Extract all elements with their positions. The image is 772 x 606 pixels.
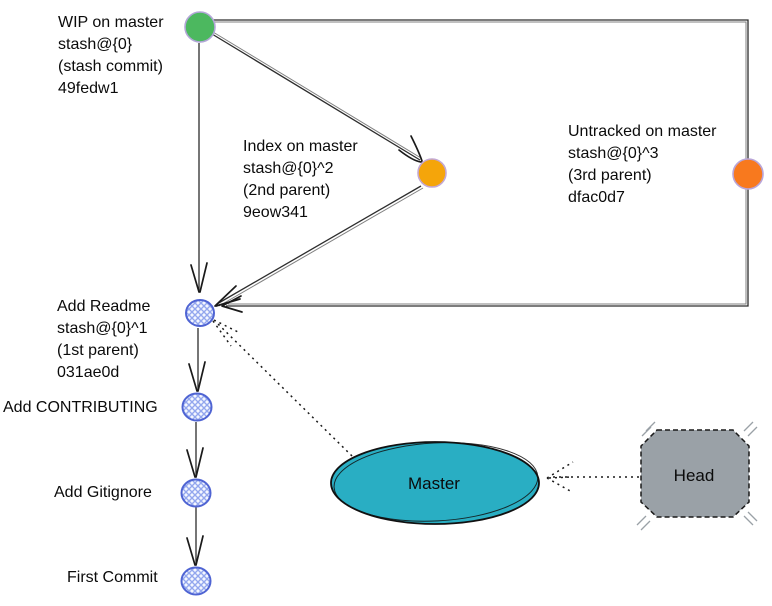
edge-line-dotted xyxy=(215,321,352,456)
edge-readme-to-contributing xyxy=(189,328,205,391)
arrowhead-down xyxy=(189,362,205,391)
commit-node-contributing xyxy=(183,394,212,421)
edge-stash-to-readme-vertical xyxy=(191,43,207,292)
commit-label-line: (2nd parent) xyxy=(243,182,331,199)
commit-label-line: dfac0d7 xyxy=(568,189,625,206)
commit-node-untracked xyxy=(733,159,763,189)
arrowhead-dotted xyxy=(213,320,238,346)
ref-label-master: Master xyxy=(408,474,460,493)
commit-label-readme xyxy=(57,298,150,381)
arrowhead-down xyxy=(187,536,203,565)
commit-label-line: stash@{0}^2 xyxy=(243,160,334,177)
arrowhead-down xyxy=(187,448,203,477)
commit-label-stash xyxy=(58,14,164,97)
commit-node-gitignore xyxy=(182,480,211,507)
commit-label-line: Add Readme xyxy=(57,298,151,315)
commit-node-index xyxy=(418,159,446,187)
commit-node-first xyxy=(182,568,211,595)
commit-label-line: Untracked on master xyxy=(568,123,717,140)
commit-node-stash xyxy=(185,12,215,42)
edge-head-to-master-dotted xyxy=(547,462,639,492)
commit-label-untracked xyxy=(568,123,717,206)
commit-label-line: WIP on master xyxy=(58,14,164,31)
commit-label-line: 031ae0d xyxy=(57,364,120,381)
commit-label-index xyxy=(243,138,358,221)
commit-label-line: (3rd parent) xyxy=(568,167,652,184)
commit-label-line: 9eow341 xyxy=(243,204,308,221)
ref-node-head xyxy=(637,422,757,530)
edge-master-to-readme-dotted xyxy=(213,320,352,456)
commit-label-contributing: Add CONTRIBUTING xyxy=(3,399,158,416)
commit-label-gitignore: Add Gitignore xyxy=(54,484,152,501)
commit-label-line: 49fedw1 xyxy=(58,80,119,97)
commit-label-line: (stash commit) xyxy=(58,58,163,75)
commit-label-first: First Commit xyxy=(67,569,158,586)
commit-node-readme xyxy=(186,300,214,326)
commit-label-line: stash@{0}^1 xyxy=(57,320,148,337)
ref-node-master xyxy=(331,438,540,527)
commit-label-line: stash@{0} xyxy=(58,36,133,53)
ref-label-head: Head xyxy=(673,466,715,485)
edge-gitignore-to-first xyxy=(187,507,203,565)
commit-label-line: stash@{0}^3 xyxy=(568,145,659,162)
commit-label-line: Index on master xyxy=(243,138,358,155)
edge-contributing-to-gitignore xyxy=(187,422,203,477)
commit-label-line: (1st parent) xyxy=(57,342,139,359)
